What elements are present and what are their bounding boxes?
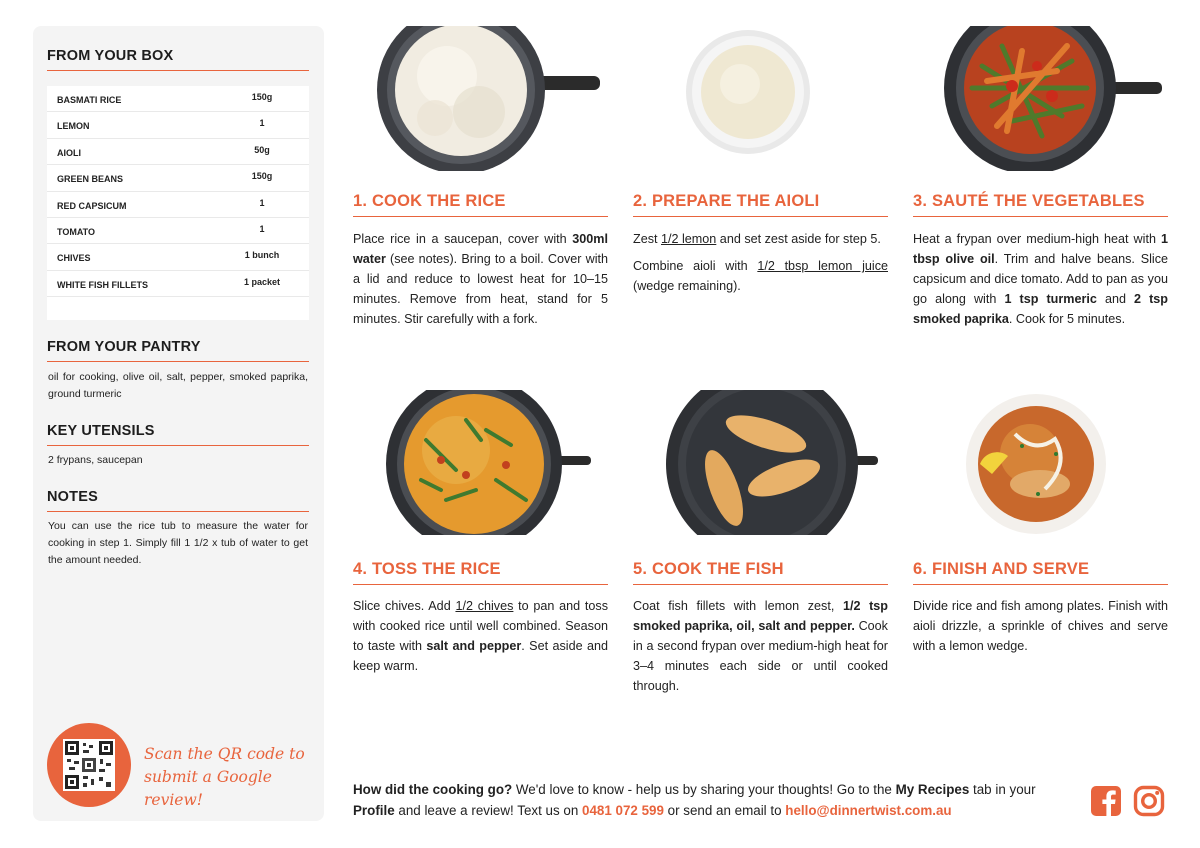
- instagram-icon[interactable]: [1133, 785, 1165, 817]
- step-1-image: [375, 26, 605, 171]
- step-3-text: [913, 229, 1168, 329]
- ingredient-row: [47, 139, 309, 165]
- divider: [913, 216, 1168, 217]
- ingredient-row: [47, 244, 309, 270]
- notes-heading: NOTES: [47, 489, 98, 505]
- step-4-title: 4. TOSS THE RICE: [353, 560, 501, 578]
- ingredients-table: [47, 86, 309, 320]
- step-3-title: 3. SAUTÉ THE VEGETABLES: [913, 192, 1145, 210]
- measured-quantity: 1/2 chives: [455, 599, 514, 613]
- ingredient-quantity: 1 packet: [243, 276, 281, 287]
- ingredient-name: TOMATO: [57, 226, 95, 237]
- ingredient-name: CHIVES: [57, 253, 91, 264]
- qr-badge[interactable]: [47, 723, 131, 807]
- key-utensils-heading: KEY UTENSILS: [47, 423, 155, 439]
- bold-text: How did the cooking go?: [353, 782, 513, 797]
- ingredient-quantity: 1: [259, 223, 265, 234]
- divider: [633, 584, 888, 585]
- review-footer: How did the cooking go? We'd love to know - help us by sharing your thoughts! Go to the My Recipes tab in your Profile and leave a review! Text us on 0481 072 599 or send an email to hello@dinnertwist.com.au: [353, 782, 1036, 818]
- measured-quantity: 1/2 lemon: [661, 232, 717, 246]
- review-prompt-line: Scan the QR code to: [144, 745, 305, 763]
- pantry-list: oil for cooking, olive oil, salt, pepper, smoked paprika, ground turmeric: [48, 371, 308, 400]
- ingredient-name: WHITE FISH FILLETS: [57, 279, 148, 290]
- ingredient-row: [47, 271, 309, 297]
- review-prompt: [144, 743, 314, 812]
- bold-text: salt and pepper: [426, 639, 522, 653]
- step-5-text: [633, 596, 888, 696]
- step-6-text: [913, 596, 1168, 656]
- utensils-list: 2 frypans, saucepan: [48, 454, 143, 466]
- bold-text: 2 tsp smoked paprika: [913, 292, 1168, 326]
- ingredient-row: [47, 165, 309, 191]
- ingredient-row: [47, 86, 309, 112]
- divider: [47, 445, 309, 446]
- bold-text: Profile: [353, 803, 395, 818]
- step-6-image: [960, 394, 1110, 534]
- step-6-paragraph: Divide rice and fish among plates. Finish with aioli drizzle, a sprinkle of chives and serve with a lemon wedge.: [913, 599, 1168, 653]
- step-1-text: [353, 229, 608, 329]
- divider: [47, 361, 309, 362]
- divider: [913, 584, 1168, 585]
- bold-text: My Recipes: [895, 782, 970, 797]
- bold-text: 1/2 tsp smoked paprika, oil, salt and pepper.: [633, 599, 888, 633]
- review-prompt-line: submit a Google review!: [144, 768, 272, 809]
- step-1-title: 1. COOK THE RICE: [353, 192, 506, 210]
- ingredient-row: [47, 112, 309, 138]
- from-your-pantry-heading: FROM YOUR PANTRY: [47, 339, 201, 355]
- notes-text: You can use the rice tub to measure the water for cooking in step 1. Simply fill 1 1/2 x tub of water to get the amount needed.: [48, 520, 308, 566]
- divider: [47, 70, 309, 71]
- step-4-text: [353, 596, 608, 676]
- bold-text: 1 tsp turmeric: [1004, 292, 1097, 306]
- contact-link[interactable]: hello@dinnertwist.com.au: [785, 803, 952, 818]
- step-6-title: 6. FINISH AND SERVE: [913, 560, 1090, 578]
- step-3-paragraph: Heat a frypan over medium-high heat with 1 tbsp olive oil. Trim and halve beans. Slice capsicum and dice tomato. Add to pan as you go along with 1 tsp turmeric and 2 tsp smoked paprika. Cook for 5 minutes.: [913, 232, 1168, 326]
- ingredient-quantity: 1 bunch: [244, 250, 280, 261]
- divider: [633, 216, 888, 217]
- step-2-title: 2. PREPARE THE AIOLI: [633, 192, 820, 210]
- step-4-paragraph: Slice chives. Add 1/2 chives to pan and toss with cooked rice until well combined. Season to taste with salt and pepper. Set aside and keep warm.: [353, 599, 609, 673]
- from-your-box-heading: FROM YOUR BOX: [47, 48, 174, 64]
- bold-text: 300ml water: [353, 232, 608, 266]
- ingredient-name: LEMON: [57, 121, 90, 132]
- divider: [47, 511, 309, 512]
- divider: [353, 216, 608, 217]
- ingredient-quantity: 150g: [251, 92, 273, 102]
- step-3-image: [942, 26, 1162, 171]
- ingredient-quantity: 1: [259, 118, 265, 129]
- ingredient-quantity: 150g: [251, 171, 273, 182]
- step-2-paragraph: Zest 1/2 lemon and set zest aside for step 5.: [633, 232, 881, 246]
- sidebar: [33, 26, 324, 821]
- step-5-paragraph: Coat fish fillets with lemon zest, 1/2 tsp smoked paprika, oil, salt and pepper. Cook in a second frypan over medium-high heat for 3–4 minutes each side or until cooked through.: [633, 599, 888, 693]
- step-2-paragraph: Combine aioli with 1/2 tbsp lemon juice (wedge remaining).: [633, 259, 888, 293]
- ingredient-name: GREEN BEANS: [57, 174, 124, 185]
- divider: [353, 584, 608, 585]
- measured-quantity: 1/2 tbsp lemon juice: [757, 259, 888, 273]
- ingredient-row: [47, 218, 309, 244]
- ingredient-name: RED CAPSICUM: [57, 200, 127, 211]
- step-2-image: [684, 26, 814, 166]
- step-1-paragraph: Place rice in a saucepan, cover with 300ml water (see notes). Bring to a boil. Cover with a lid and reduce to lowest heat for 10–15 minutes. Remove from heat, stand for 5 minutes. Stir carefully with a fork.: [353, 232, 608, 326]
- facebook-icon[interactable]: [1090, 785, 1122, 817]
- step-2-text: [633, 229, 888, 296]
- contact-link[interactable]: 0481 072 599: [582, 803, 664, 818]
- ingredient-quantity: 50g: [254, 144, 270, 155]
- step-4-image: [386, 390, 606, 535]
- step-5-image: [666, 390, 886, 535]
- ingredient-name: BASMATI RICE: [57, 95, 122, 105]
- ingredient-name: AIOLI: [57, 147, 81, 158]
- step-5-title: 5. COOK THE FISH: [633, 560, 784, 578]
- ingredient-quantity: 1: [259, 197, 265, 208]
- bold-text: 1 tbsp olive oil: [913, 232, 1168, 266]
- ingredient-row: [47, 192, 309, 218]
- qr-code-icon[interactable]: [63, 739, 115, 791]
